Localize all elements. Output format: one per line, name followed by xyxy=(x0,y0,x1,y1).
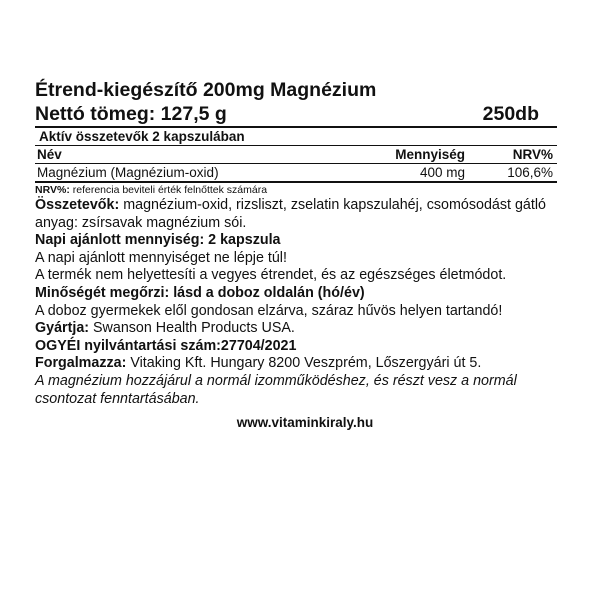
ogyei-number: OGYÉI nyilvántartási szám:27704/2021 xyxy=(35,337,297,354)
daily-dose: Napi ajánlott mennyiség: 2 kapszula xyxy=(35,232,281,249)
distributor-label: Forgalmazza: xyxy=(35,355,127,372)
ingredients-label: Összetevők: xyxy=(35,197,120,213)
storage-instructions: A doboz gyermekek elől gondosan elzárva, száraz hűvös helyen tartandó! xyxy=(35,302,503,319)
nrv-footnote-label: NRV%: xyxy=(35,184,70,196)
distributor xyxy=(35,355,557,373)
product-title: Étrend-kiegészítő 200mg Magnézium xyxy=(35,79,377,101)
diet-warning: A termék nem helyettesíti a vegyes étrendet, és az egészséges életmódot. xyxy=(35,267,507,284)
ingredient-name: Magnézium (Magnézium-oxid) xyxy=(37,165,219,180)
best-before: Minőségét megőrzi: lásd a doboz oldalán (hó/év) xyxy=(35,284,365,301)
manufacturer xyxy=(35,320,557,338)
net-weight: Nettó tömeg: 127,5 g xyxy=(35,103,227,125)
table-row xyxy=(35,164,557,181)
manufacturer-label: Gyártja: xyxy=(35,320,90,337)
website-link[interactable]: www.vitaminkiraly.hu xyxy=(236,415,374,431)
column-header-nrv: NRV% xyxy=(512,147,553,162)
ingredient-nrv: 106,6% xyxy=(507,165,553,180)
column-header-name: Név xyxy=(37,147,62,162)
active-ingredients-header: Aktív összetevők 2 kapszulában xyxy=(39,129,245,144)
ingredients-paragraph xyxy=(35,197,557,232)
nrv-footnote xyxy=(35,183,557,197)
dose-warning: A napi ajánlott mennyiséget ne lépje túl! xyxy=(35,249,287,266)
distributor-text: Vitaking Kft. Hungary 8200 Veszprém, Lőszergyári út 5. xyxy=(126,355,482,372)
capsule-count: 250db xyxy=(482,103,539,125)
manufacturer-text: Swanson Health Products USA. xyxy=(89,320,295,337)
ingredients-text: magnézium-oxid, rizsliszt, zselatin kapszulahéj, csomósodást gátló anyag: zsírsavak magnézium sói. xyxy=(35,197,546,231)
health-claim: A magnézium hozzájárul a normál izomműködéshez, és részt vesz a normál csontozat fenntartásában. xyxy=(35,372,517,407)
nrv-footnote-text: referencia beviteli érték felnőttek számára xyxy=(69,184,268,196)
net-weight-line xyxy=(35,102,557,126)
ingredient-amount: 400 mg xyxy=(419,165,465,180)
table-header-row xyxy=(35,146,557,163)
column-header-amount: Mennyiség xyxy=(395,147,465,162)
supplement-label xyxy=(35,78,557,433)
